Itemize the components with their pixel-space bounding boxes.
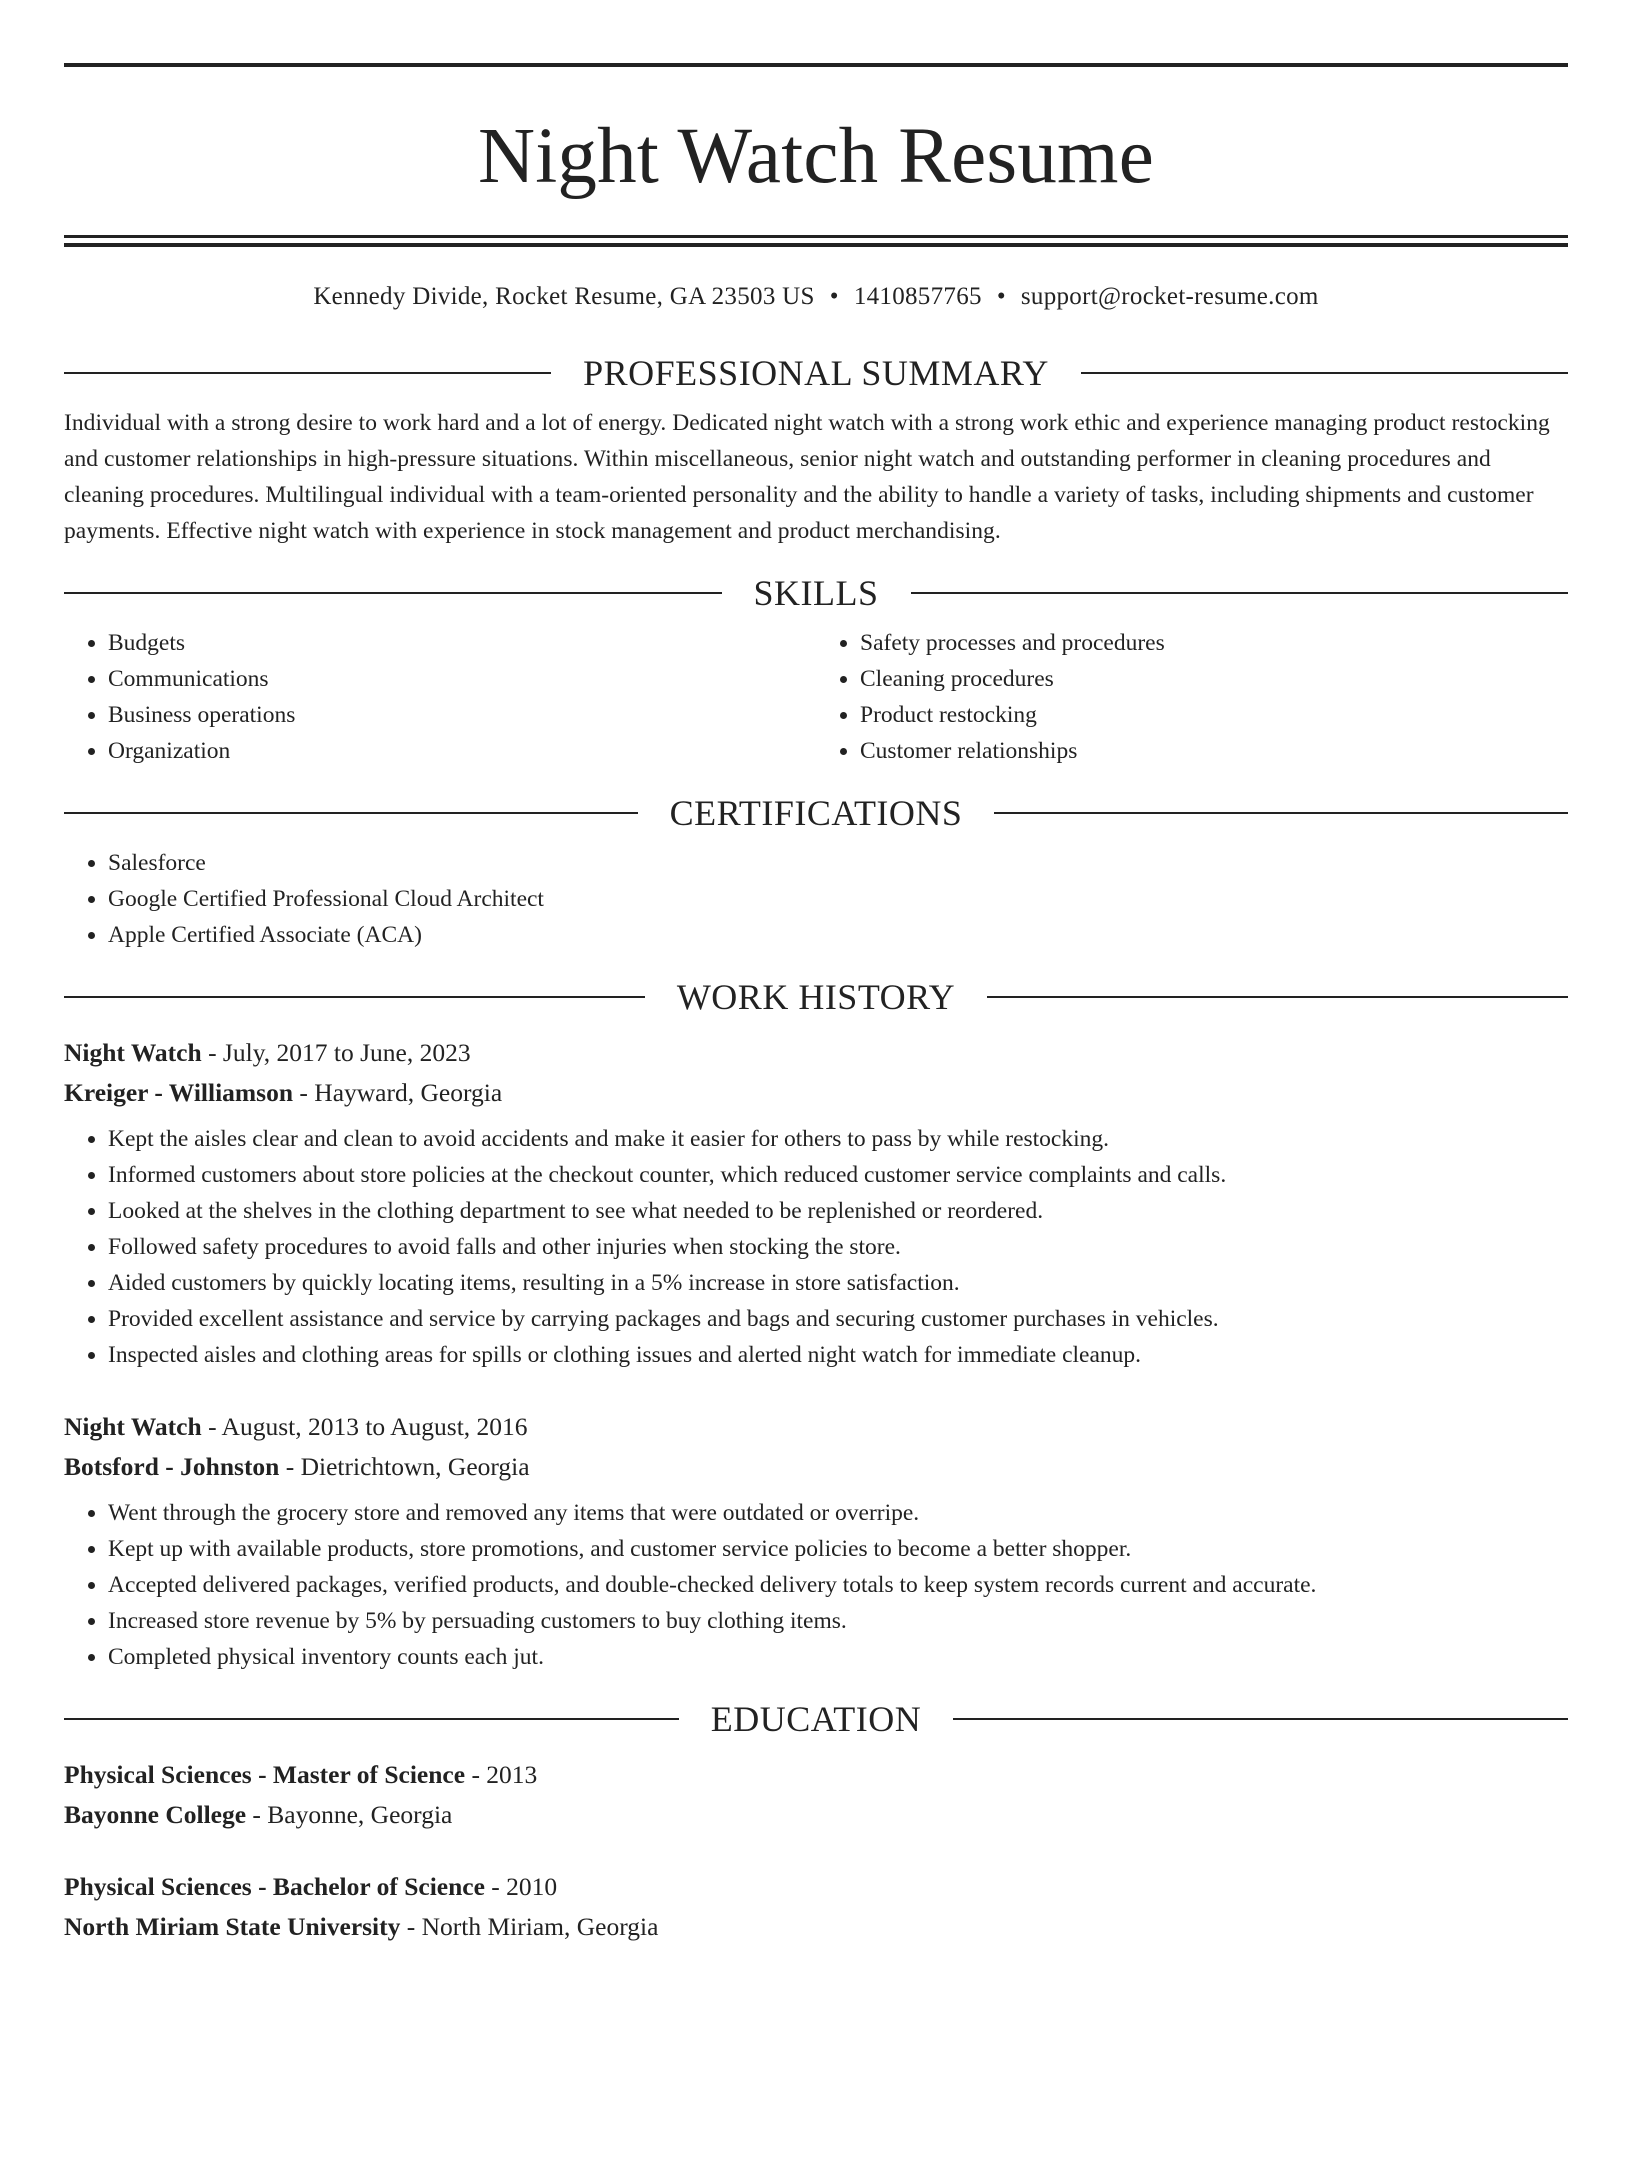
heading-rule [64, 372, 551, 374]
summary-heading: PROFESSIONAL SUMMARY [583, 353, 1049, 393]
education-section-heading [64, 1697, 1568, 1741]
skill-item: • Cleaning procedures [860, 661, 1568, 697]
heading-rule [953, 1718, 1568, 1720]
heading-rule [987, 996, 1568, 998]
contact-phone: 1410857765 [853, 283, 982, 310]
job-bullet: • Inspected aisles and clothing areas for spills or clothing issues and alerted night watch for immediate cleanup. [108, 1337, 1568, 1373]
job-title: Night Watch [64, 1412, 202, 1441]
certification-item: • Apple Certified Associate (ACA) [108, 917, 1568, 953]
job-bullet: • Informed customers about store policies at the checkout counter, which reduced customer service complaints and calls. [108, 1157, 1568, 1193]
edu-location: - Bayonne, Georgia [246, 1800, 453, 1829]
job-company: Kreiger - Williamson [64, 1078, 294, 1107]
heading-rule [64, 812, 638, 814]
edu-degree-line [64, 1867, 1568, 1907]
certification-item: • Google Certified Professional Cloud Architect [108, 881, 1568, 917]
job-company-line [64, 1447, 1568, 1487]
job-entry [64, 1033, 1568, 1373]
title-double-rule [64, 235, 1568, 247]
job-bullet: • Followed safety procedures to avoid falls and other injuries when stocking the store. [108, 1229, 1568, 1265]
skills-list-right [816, 625, 1568, 769]
edu-location: - North Miriam, Georgia [400, 1912, 659, 1941]
contact-address: Kennedy Divide, Rocket Resume, GA 23503 US [313, 283, 815, 310]
certifications-heading: CERTIFICATIONS [669, 793, 963, 833]
job-bullet: • Aided customers by quickly locating items, resulting in a 5% increase in store satisfaction. [108, 1265, 1568, 1301]
heading-rule [64, 996, 645, 998]
skills-heading: SKILLS [753, 573, 879, 613]
skills-grid [64, 625, 1568, 769]
heading-rule [1081, 372, 1568, 374]
job-bullet: • Looked at the shelves in the clothing department to see what needed to be replenished or reordered. [108, 1193, 1568, 1229]
job-location: - Hayward, Georgia [293, 1078, 503, 1107]
job-dates: - August, 2013 to August, 2016 [201, 1412, 528, 1441]
resume-page [0, 63, 1632, 2175]
job-location: - Dietrichtown, Georgia [279, 1452, 530, 1481]
summary-text: Individual with a strong desire to work hard and a lot of energy. Dedicated night watch with a strong work ethic and experience managing product restocking and customer relationships in high-pressure situations. Within miscellaneous, senior night watch and outstanding performer in cleaning procedures and cleaning procedures. Multilingual individual with a team-oriented personality and the ability to handle a variety of tasks, including shipments and customer payments. Effective night watch with experience in stock management and product merchandising. [64, 410, 1550, 544]
education-entry [64, 1755, 1568, 1835]
skill-item: • Safety processes and procedures [860, 625, 1568, 661]
work-section-heading [64, 975, 1568, 1019]
edu-year: - 2010 [484, 1872, 558, 1901]
job-bullet: • Kept up with available products, store promotions, and customer service policies to become a better shopper. [108, 1531, 1568, 1567]
skill-item: • Product restocking [860, 697, 1568, 733]
top-rule [64, 63, 1568, 67]
edu-degree-line [64, 1755, 1568, 1795]
skill-item: • Budgets [108, 625, 816, 661]
job-entry [64, 1407, 1568, 1675]
skill-item: • Business operations [108, 697, 816, 733]
contact-line [64, 281, 1568, 313]
contact-separator: • [829, 283, 839, 310]
job-bullet: • Kept the aisles clear and clean to avoid accidents and make it easier for others to pass by while restocking. [108, 1121, 1568, 1157]
certification-item: • Salesforce [108, 845, 1568, 881]
heading-rule [994, 812, 1568, 814]
heading-rule [64, 592, 722, 594]
heading-rule [911, 592, 1569, 594]
skills-list-left [64, 625, 816, 769]
job-company: Botsford - Johnston [64, 1452, 280, 1481]
resume-title: Night Watch Resume [478, 113, 1154, 200]
job-bullets [64, 1495, 1568, 1675]
contact-email: support@rocket-resume.com [1020, 283, 1319, 310]
job-dates: - July, 2017 to June, 2023 [201, 1038, 471, 1067]
job-bullets [64, 1121, 1568, 1373]
skill-item: • Customer relationships [860, 733, 1568, 769]
education-heading: EDUCATION [710, 1699, 922, 1739]
skill-item: • Organization [108, 733, 816, 769]
edu-year: - 2013 [465, 1760, 538, 1789]
summary-section-heading [64, 351, 1568, 395]
edu-degree: Physical Sciences - Master of Science [64, 1760, 466, 1789]
job-company-line [64, 1073, 1568, 1113]
job-bullet: • Provided excellent assistance and service by carrying packages and bags and securing customer purchases in vehicles. [108, 1301, 1568, 1337]
edu-school: Bayonne College [64, 1800, 247, 1829]
edu-school-line [64, 1795, 1568, 1835]
heading-rule [64, 1718, 679, 1720]
edu-degree: Physical Sciences - Bachelor of Science [64, 1872, 485, 1901]
work-heading: WORK HISTORY [676, 977, 956, 1017]
job-title: Night Watch [64, 1038, 202, 1067]
job-title-line [64, 1407, 1568, 1447]
certifications-list [64, 845, 1568, 953]
edu-school-line [64, 1907, 1568, 1947]
certifications-section-heading [64, 791, 1568, 835]
job-bullet: • Went through the grocery store and removed any items that were outdated or overripe. [108, 1495, 1568, 1531]
contact-separator: • [996, 283, 1006, 310]
job-bullet: • Completed physical inventory counts each jut. [108, 1639, 1568, 1675]
education-entry [64, 1867, 1568, 1947]
skills-section-heading [64, 571, 1568, 615]
job-bullet: • Accepted delivered packages, verified products, and double-checked delivery totals to keep system records current and accurate. [108, 1567, 1568, 1603]
job-title-line [64, 1033, 1568, 1073]
job-bullet: • Increased store revenue by 5% by persuading customers to buy clothing items. [108, 1603, 1568, 1639]
skill-item: • Communications [108, 661, 816, 697]
edu-school: North Miriam State University [64, 1912, 401, 1941]
